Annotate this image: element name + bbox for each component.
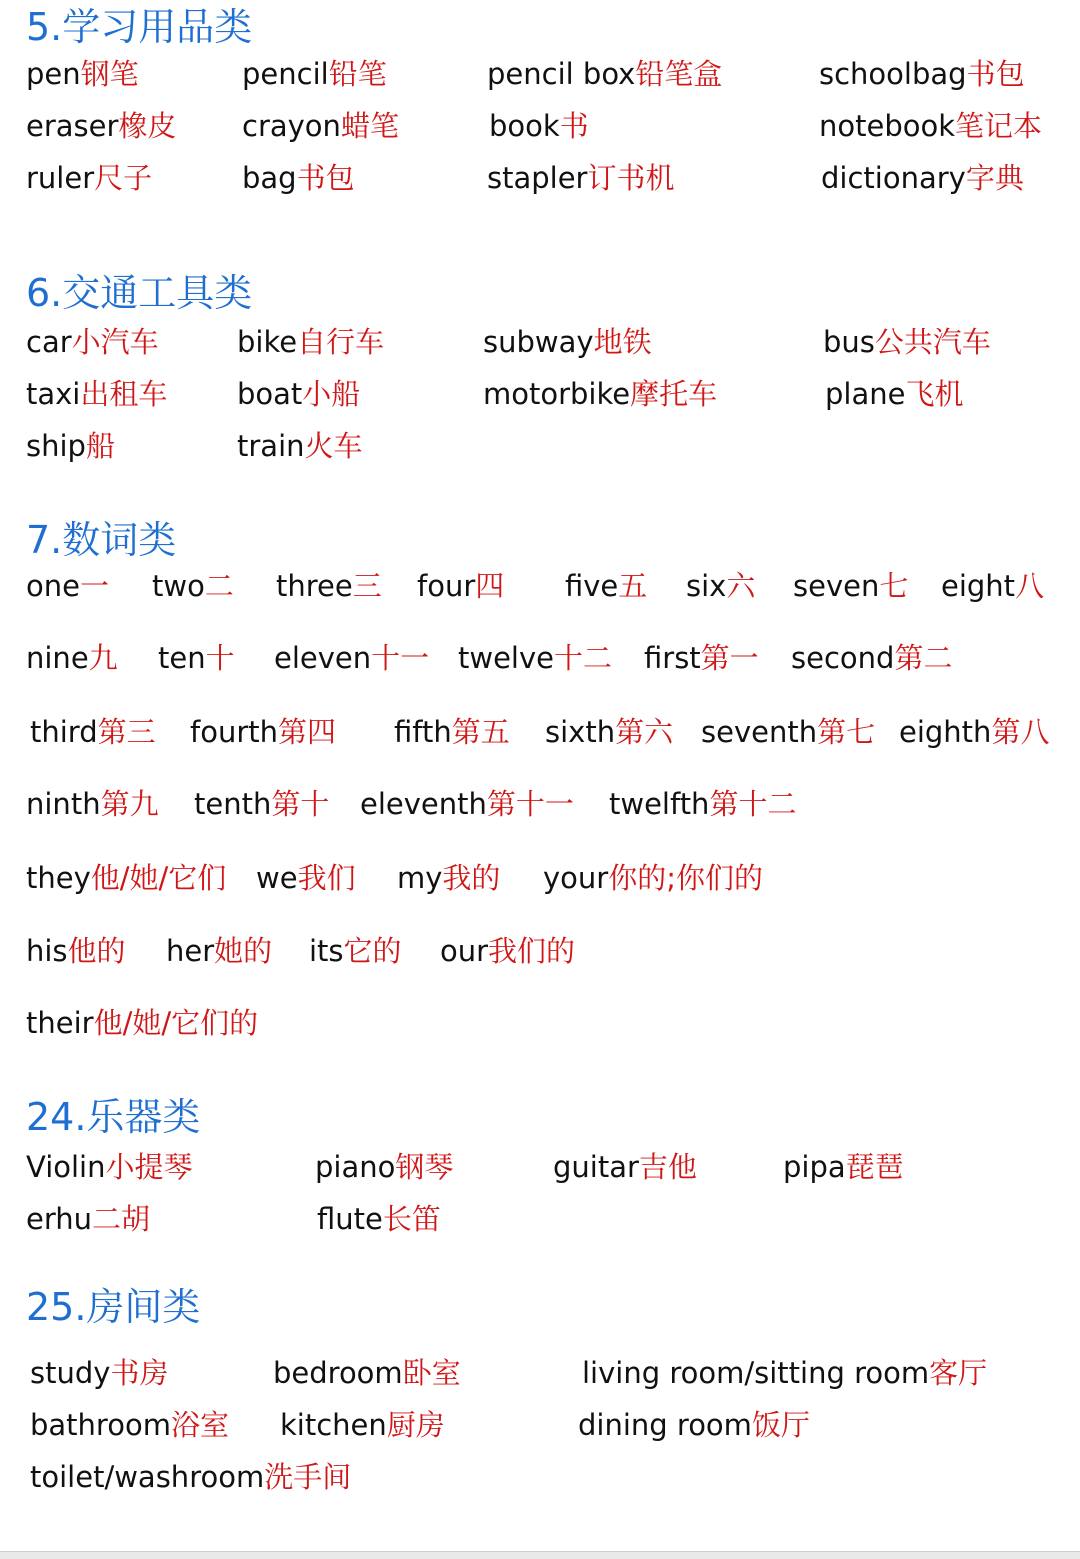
english-word: eleventh (360, 787, 487, 821)
vocab-item (242, 109, 399, 143)
vocab-item (26, 787, 159, 821)
english-word: bedroom (273, 1356, 403, 1390)
english-word: five (565, 569, 619, 603)
english-word: two (152, 569, 205, 603)
english-word: Violin (26, 1150, 106, 1184)
chinese-meaning: 字典 (965, 161, 1024, 195)
chinese-meaning: 他/她/它们 (90, 861, 227, 895)
chinese-meaning: 吉他 (638, 1150, 697, 1184)
vocab-item (819, 57, 1025, 91)
english-word: nine (26, 641, 89, 675)
english-word: bus (823, 325, 875, 359)
english-word: bike (237, 325, 298, 359)
english-word: boat (237, 377, 303, 411)
chinese-meaning: 他的 (67, 934, 126, 968)
vocab-item (823, 325, 991, 359)
vocab-item (26, 569, 109, 603)
chinese-meaning: 第二 (894, 641, 953, 675)
vocab-item (274, 641, 430, 675)
section-title: 25.房间类 (26, 1285, 201, 1329)
vocab-item (941, 569, 1045, 603)
vocab-item (26, 1150, 193, 1184)
english-word: twelfth (609, 787, 710, 821)
vocab-item (237, 325, 385, 359)
vocab-item (26, 161, 153, 195)
vocab-item (190, 715, 337, 749)
chinese-meaning: 二胡 (92, 1202, 151, 1236)
vocab-item (483, 377, 718, 411)
chinese-meaning: 六 (726, 569, 756, 603)
chinese-meaning: 我的 (442, 861, 501, 895)
english-word: train (237, 429, 305, 463)
english-word: twelve (458, 641, 554, 675)
english-word: seven (793, 569, 880, 603)
english-word: three (276, 569, 353, 603)
english-word: ten (158, 641, 206, 675)
chinese-meaning: 笔记本 (955, 109, 1043, 143)
chinese-meaning: 铅笔盒 (635, 57, 723, 91)
vocab-item (821, 161, 1024, 195)
chinese-meaning: 橡皮 (118, 109, 177, 143)
english-word: study (30, 1356, 111, 1390)
vocab-item (26, 325, 159, 359)
english-word: subway (483, 325, 594, 359)
english-word: eight (941, 569, 1016, 603)
chinese-meaning: 第一 (700, 641, 759, 675)
english-word: first (644, 641, 701, 675)
english-word: car (26, 325, 72, 359)
chinese-meaning: 四 (475, 569, 505, 603)
chinese-meaning: 蜡笔 (340, 109, 399, 143)
chinese-meaning: 公共汽车 (874, 325, 991, 359)
english-word: they (26, 861, 91, 895)
chinese-meaning: 第七 (817, 715, 876, 749)
chinese-meaning: 八 (1015, 569, 1045, 603)
english-word: tenth (194, 787, 272, 821)
vocab-item (26, 1006, 259, 1040)
english-word: pencil box (487, 57, 636, 91)
english-word: four (417, 569, 476, 603)
chinese-meaning: 第三 (97, 715, 156, 749)
chinese-meaning: 第五 (451, 715, 510, 749)
english-word: taxi (26, 377, 81, 411)
vocab-item (578, 1408, 810, 1442)
chinese-meaning: 第十一 (486, 787, 574, 821)
chinese-meaning: 五 (618, 569, 648, 603)
vocab-item (644, 641, 759, 675)
english-word: third (30, 715, 98, 749)
english-word: sixth (545, 715, 616, 749)
chinese-meaning: 他/她/它们的 (93, 1006, 259, 1040)
chinese-meaning: 客厅 (929, 1356, 988, 1390)
chinese-meaning: 它的 (343, 934, 402, 968)
english-word: plane (825, 377, 906, 411)
chinese-meaning: 铅笔 (328, 57, 387, 91)
vocab-item (256, 861, 356, 895)
english-word: seventh (701, 715, 818, 749)
chinese-meaning: 小汽车 (71, 325, 159, 359)
section-title: 7.数词类 (26, 518, 177, 562)
chinese-meaning: 船 (85, 429, 115, 463)
vocab-item (701, 715, 876, 749)
vocab-item (417, 569, 505, 603)
chinese-meaning: 小船 (302, 377, 361, 411)
chinese-meaning: 第九 (100, 787, 159, 821)
chinese-meaning: 你的;你们的 (608, 861, 763, 895)
chinese-meaning: 厨房 (386, 1408, 445, 1442)
vocab-item (793, 569, 909, 603)
chinese-meaning: 七 (879, 569, 909, 603)
chinese-meaning: 三 (352, 569, 382, 603)
chinese-meaning: 第四 (278, 715, 337, 749)
english-word: pipa (783, 1150, 846, 1184)
vocab-item (487, 161, 675, 195)
vocab-item (440, 934, 576, 968)
english-word: ruler (26, 161, 95, 195)
vocab-item (483, 325, 652, 359)
english-word: one (26, 569, 80, 603)
chinese-meaning: 她的 (214, 934, 273, 968)
chinese-meaning: 订书机 (587, 161, 675, 195)
vocab-item (783, 1150, 904, 1184)
english-word: eleven (274, 641, 372, 675)
chinese-meaning: 书房 (110, 1356, 169, 1390)
english-word: ship (26, 429, 86, 463)
vocab-item (360, 787, 574, 821)
vocab-item (273, 1356, 461, 1390)
vocab-item (489, 109, 589, 143)
chinese-meaning: 钢笔 (80, 57, 139, 91)
english-word: pen (26, 57, 81, 91)
english-word: we (256, 861, 298, 895)
vocab-item (30, 1356, 169, 1390)
section-title: 6.交通工具类 (26, 271, 253, 315)
vocab-item (487, 57, 723, 91)
vocab-item (309, 934, 402, 968)
vocab-item (825, 377, 964, 411)
english-word: her (166, 934, 215, 968)
vocab-item (686, 569, 756, 603)
english-word: book (489, 109, 560, 143)
chinese-meaning: 书包 (296, 161, 355, 195)
chinese-meaning: 钢琴 (395, 1150, 454, 1184)
vocab-item (242, 57, 387, 91)
vocab-item (276, 569, 382, 603)
vocab-item (397, 861, 501, 895)
vocab-item (458, 641, 613, 675)
vocab-item (26, 377, 168, 411)
vocab-item (30, 1460, 352, 1494)
vocab-item (553, 1150, 697, 1184)
vocab-item (242, 161, 355, 195)
vocab-item (26, 861, 227, 895)
chinese-meaning: 一 (79, 569, 109, 603)
vocab-item (166, 934, 273, 968)
chinese-meaning: 第十 (271, 787, 330, 821)
english-word: dictionary (821, 161, 966, 195)
chinese-meaning: 小提琴 (105, 1150, 193, 1184)
chinese-meaning: 书 (559, 109, 589, 143)
english-word: eraser (26, 109, 119, 143)
vocab-item (26, 429, 115, 463)
chinese-meaning: 饭厅 (751, 1408, 810, 1442)
chinese-meaning: 第六 (615, 715, 674, 749)
english-word: erhu (26, 1202, 93, 1236)
english-word: its (309, 934, 344, 968)
chinese-meaning: 九 (88, 641, 118, 675)
english-word: guitar (553, 1150, 639, 1184)
chinese-meaning: 摩托车 (630, 377, 718, 411)
chinese-meaning: 长笛 (382, 1202, 441, 1236)
english-word: pencil (242, 57, 329, 91)
vocab-item (30, 715, 156, 749)
english-word: his (26, 934, 68, 968)
section-title: 24.乐器类 (26, 1095, 201, 1139)
english-word: ninth (26, 787, 101, 821)
chinese-meaning: 卧室 (402, 1356, 461, 1390)
english-word: living room/sitting room (582, 1356, 930, 1390)
english-word: stapler (487, 161, 588, 195)
english-word: schoolbag (819, 57, 967, 91)
english-word: fifth (394, 715, 452, 749)
vocab-item (565, 569, 648, 603)
vocab-item (280, 1408, 445, 1442)
vocab-item (315, 1150, 454, 1184)
chinese-meaning: 十一 (371, 641, 430, 675)
vocab-item (545, 715, 674, 749)
chinese-meaning: 浴室 (170, 1408, 229, 1442)
chinese-meaning: 我们 (297, 861, 356, 895)
chinese-meaning: 出租车 (80, 377, 168, 411)
vocab-item (582, 1356, 988, 1390)
chinese-meaning: 二 (204, 569, 234, 603)
vocab-item (394, 715, 510, 749)
english-word: six (686, 569, 727, 603)
english-word: your (543, 861, 609, 895)
vocab-item (819, 109, 1043, 143)
vocab-item (237, 377, 361, 411)
vocab-item (26, 109, 177, 143)
english-word: toilet/washroom (30, 1460, 265, 1494)
english-word: fourth (190, 715, 279, 749)
english-word: our (440, 934, 489, 968)
vocab-item (543, 861, 763, 895)
english-word: kitchen (280, 1408, 387, 1442)
vocab-item (237, 429, 363, 463)
chinese-meaning: 我们的 (488, 934, 576, 968)
vocab-item (152, 569, 234, 603)
chinese-meaning: 琵琶 (845, 1150, 904, 1184)
english-word: notebook (819, 109, 956, 143)
english-word: bathroom (30, 1408, 171, 1442)
english-word: flute (317, 1202, 383, 1236)
english-word: motorbike (483, 377, 631, 411)
chinese-meaning: 自行车 (297, 325, 385, 359)
chinese-meaning: 尺子 (94, 161, 153, 195)
english-word: piano (315, 1150, 396, 1184)
english-word: bag (242, 161, 297, 195)
vocab-item (899, 715, 1050, 749)
english-word: their (26, 1006, 94, 1040)
vocab-item (158, 641, 235, 675)
vocab-item (317, 1202, 441, 1236)
english-word: eighth (899, 715, 992, 749)
vocab-item (26, 1202, 151, 1236)
chinese-meaning: 十二 (554, 641, 613, 675)
chinese-meaning: 十 (205, 641, 235, 675)
section-title: 5.学习用品类 (26, 5, 253, 49)
chinese-meaning: 洗手间 (264, 1460, 352, 1494)
vocab-item (30, 1408, 229, 1442)
english-word: dining room (578, 1408, 752, 1442)
chinese-meaning: 飞机 (905, 377, 964, 411)
chinese-meaning: 书包 (966, 57, 1025, 91)
english-word: second (791, 641, 895, 675)
english-word: crayon (242, 109, 341, 143)
vocab-item (609, 787, 797, 821)
vocab-item (26, 57, 139, 91)
chinese-meaning: 第十二 (709, 787, 797, 821)
vocab-item (26, 641, 118, 675)
chinese-meaning: 地铁 (593, 325, 652, 359)
english-word: my (397, 861, 443, 895)
vocab-item (194, 787, 330, 821)
chinese-meaning: 第八 (991, 715, 1050, 749)
vocab-item (791, 641, 953, 675)
chinese-meaning: 火车 (304, 429, 363, 463)
vocab-item (26, 934, 126, 968)
